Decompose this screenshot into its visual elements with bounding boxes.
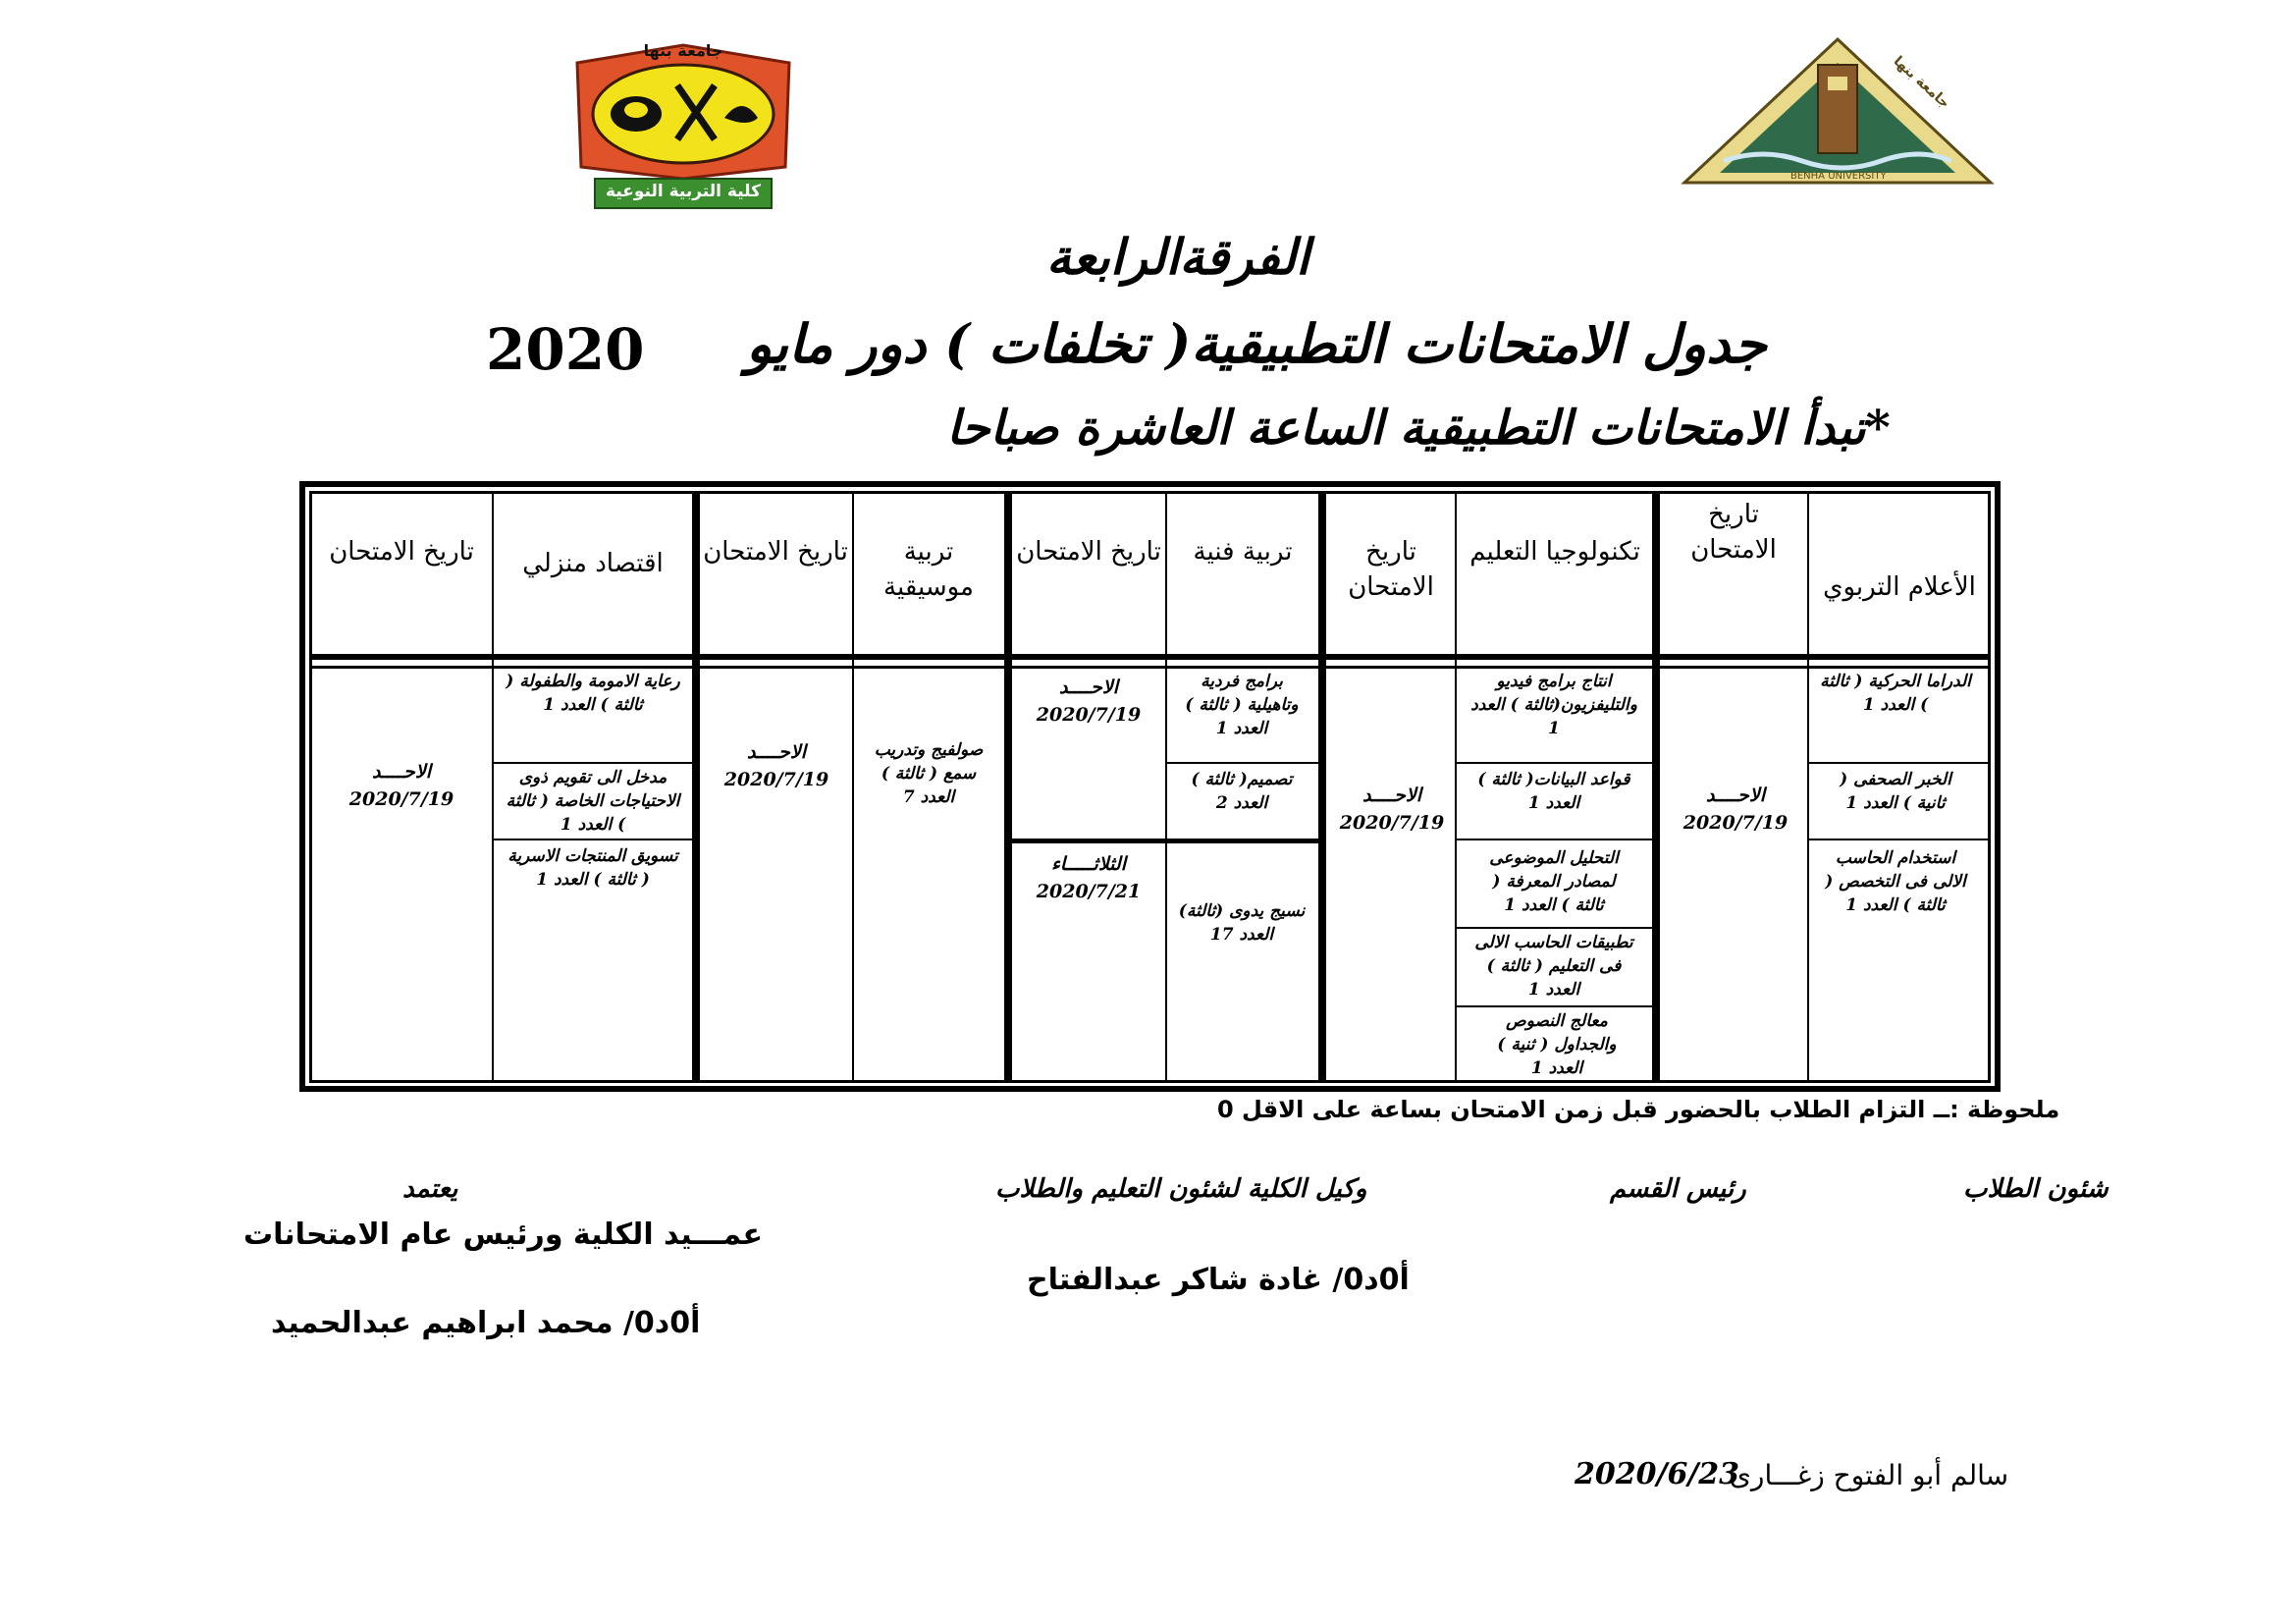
dean-label: عمـــيد الكلية ورئيس عام الامتحانات: [243, 1218, 763, 1252]
header-date-music: تاريخ الامتحان: [703, 537, 848, 567]
faculty-logo: [567, 41, 799, 213]
home-subject-3: تسويق المنتجات الاسرية ( ثالثة ) العدد 1: [507, 846, 678, 890]
level-title: الفرقةالرابعة: [1045, 228, 1310, 286]
university-logo-ar-text: جامعة بنها: [1890, 53, 1953, 112]
prepared-by: سالم أبو الفتوح زغـــارى: [1730, 1459, 2009, 1491]
header-date-media: تاريخ الامتحان: [1690, 500, 1777, 565]
department-head-label: رئيس القسم: [1610, 1174, 1746, 1204]
tech-subject-1: انتاج برامج فيديو والتليفزيون(ثالثة ) العدد 1: [1470, 672, 1637, 738]
schedule-title: جدول الامتحانات التطبيقية( تخلفات ) دور مايو: [746, 312, 1767, 375]
media-subject-2: الخبر الصحفى ( ثانية ) العدد 1: [1840, 770, 1951, 813]
header-media: الأعلام التربوي: [1823, 572, 1976, 602]
tech-subject-5: معالج النصوص والجداول ( ثنية ) العدد 1: [1497, 1011, 1617, 1078]
university-logo: [1681, 35, 1995, 189]
university-logo-en-text: BENHA UNIVERSITY: [1790, 171, 1887, 182]
header-home: اقتصاد منزلي: [522, 549, 664, 578]
header-tech: تكنولوجيا التعليم: [1469, 537, 1640, 567]
vice-dean-label: وكيل الكلية لشئون التعليم والطلاب: [995, 1174, 1367, 1204]
art-subject-1: برامج فردية وتاهيلية ( ثالثة ) العدد 1: [1185, 672, 1299, 738]
document-date: 2020/6/23: [1575, 1457, 1740, 1491]
art-subject-2: تصميم( ثالثة ) العدد 2: [1191, 770, 1293, 813]
header-date-tech: تاريخ الامتحان: [1348, 537, 1434, 602]
faculty-logo-bottom-text: كلية التربية النوعية: [606, 182, 761, 201]
header-date-art: تاريخ الامتحان: [1016, 537, 1161, 567]
dean-name: أ0د0/ محمد ابراهيم عبدالحميد: [271, 1306, 701, 1340]
start-time-notice: *تبدأ الامتحانات التطبيقية الساعة العاشرة صباحا: [946, 401, 1891, 456]
tech-subject-2: قواعد البيانات( ثالثة ) العدد 1: [1477, 770, 1630, 813]
media-exam-date: الاحــــد 2020/7/19: [1682, 785, 1789, 834]
home-subject-1: رعاية الامومة والطفولة ( ثالثة ) العدد 1: [506, 672, 680, 715]
home-subject-2: مدخل الى تقويم ذوى الاحتياجات الخاصة ( ثالثة ) العدد 1: [506, 768, 680, 835]
music-subject-1: صولفيج وتدريب سمع ( ثالثة ) العدد 7: [874, 740, 984, 807]
tech-exam-date: الاحــــد 2020/7/19: [1339, 785, 1445, 834]
media-subject-1: الدراما الحركية ( ثالثة ) العدد 1: [1820, 672, 1971, 715]
faculty-logo-top-text: جامعة بنها: [643, 41, 723, 60]
header-date-home: تاريخ الامتحان: [329, 537, 474, 567]
music-exam-date: الاحــــد 2020/7/19: [723, 741, 829, 790]
art-exam-date-1: الاحــــد 2020/7/19: [1036, 677, 1142, 726]
exam-schedule-table: [299, 481, 2001, 1092]
art-exam-date-2: الثلاثـــــاء 2020/7/21: [1036, 853, 1142, 902]
header-music: تربية موسيقية: [883, 537, 974, 602]
schedule-year: 2020: [486, 316, 645, 383]
attendance-note: ملحوظة :ــ التزام الطلاب بالحضور قبل زمن الامتحان بساعة على الاقل 0: [1217, 1096, 2060, 1123]
approval-label: يعتمد: [402, 1174, 458, 1204]
tech-subject-4: تطبيقات الحاسب الالى فى التعليم ( ثالثة ) العدد 1: [1474, 933, 1633, 1000]
tech-subject-3: التحليل الموضوعى لمصادر المعرفة ( ثالثة ) العدد 1: [1489, 848, 1619, 915]
home-exam-date: الاحــــد 2020/7/19: [348, 761, 454, 810]
header-art: تربية فنية: [1193, 537, 1293, 567]
vice-dean-name: أ0د0/ غادة شاكر عبدالفتاح: [1027, 1263, 1410, 1297]
art-subject-3: نسيج يدوى (ثالثة) العدد 17: [1178, 901, 1306, 945]
student-affairs-label: شئون الطلاب: [1963, 1174, 2109, 1204]
media-subject-3: استخدام الحاسب الالى فى التخصص ( ثالثة ) العدد 1: [1825, 848, 1966, 915]
